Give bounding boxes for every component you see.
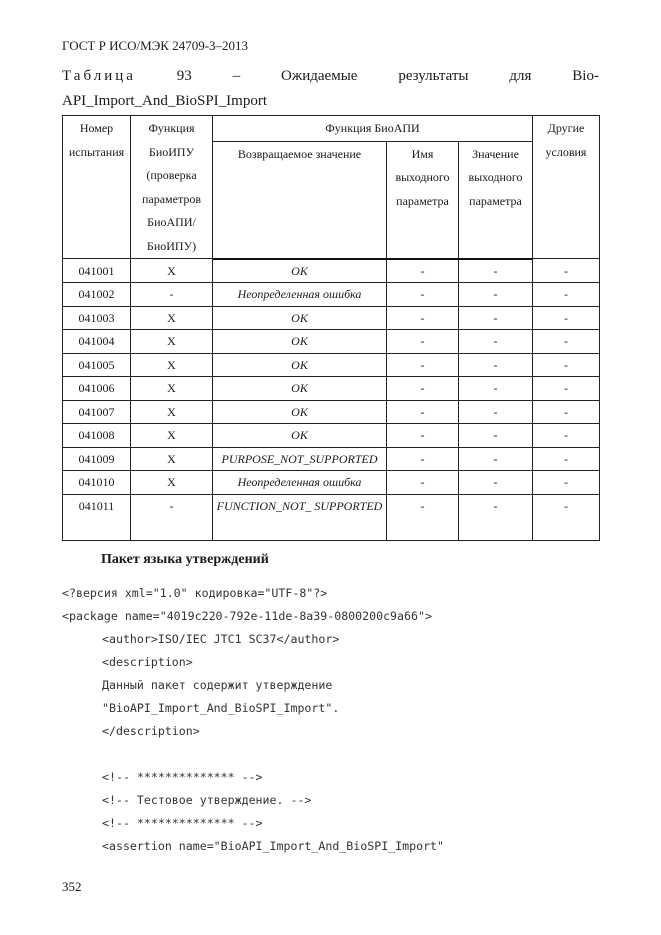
expected-results-table [62,115,600,541]
header-output-param-name: Имя выходного параметра [387,141,459,258]
caption-word-3: для [509,68,532,84]
return-value-cell: Неопределенная ошибка [213,471,387,495]
code-line: <?версия xml="1.0" кодировка="UTF-8"?> [62,586,328,600]
output-param-value-cell: - [459,400,533,424]
table-row [63,330,600,354]
table-row [63,377,600,401]
test-number-cell: 041006 [63,377,131,401]
bioipu-check-cell: X [131,353,213,377]
output-param-name-cell: - [387,471,459,495]
code-line: <!-- ************** --> [102,770,263,784]
return-value-cell: Неопределенная ошибка [213,283,387,307]
return-value-cell: OK [213,353,387,377]
header-bioapi-function-group: Функция БиоАПИ [213,116,533,142]
other-conditions-cell: - [533,306,600,330]
bioipu-check-cell: X [131,306,213,330]
output-param-value-cell: - [459,471,533,495]
output-param-name-cell: - [387,283,459,307]
output-param-name-cell: - [387,377,459,401]
other-conditions-cell: - [533,353,600,377]
code-line: <package name="4019c220-792e-11de-8a39-0800200c9a66"> [62,609,432,623]
other-conditions-cell: - [533,259,600,283]
other-conditions-cell: - [533,471,600,495]
section-heading: Пакет языка утверждений [101,552,269,567]
test-number-cell: 041009 [63,447,131,471]
return-value-cell: OK [213,400,387,424]
output-param-name-cell: - [387,259,459,283]
test-number-cell: 041010 [63,471,131,495]
test-number-cell: 041003 [63,306,131,330]
caption-table-number: 93 [176,68,192,84]
header-return-value: Возвращаемое значение [213,141,387,258]
output-param-name-cell: - [387,330,459,354]
bioipu-check-cell: X [131,424,213,448]
bioipu-check-cell: X [131,447,213,471]
test-number-cell: 041005 [63,353,131,377]
output-param-value-cell: - [459,353,533,377]
running-header: ГОСТ Р ИСО/МЭК 24709-3–2013 [62,38,249,53]
output-param-value-cell: - [459,259,533,283]
table-row [63,259,600,283]
caption-table-word: Таблица [62,68,136,84]
test-number-cell: 041001 [63,259,131,283]
code-line: Данный пакет содержит утверждение [102,678,333,692]
bioipu-check-cell: - [131,494,213,540]
output-param-value-cell: - [459,494,533,540]
bioipu-check-cell: - [131,283,213,307]
table-row [63,400,600,424]
other-conditions-cell: - [533,377,600,401]
test-number-cell: 041011 [63,494,131,540]
output-param-value-cell: - [459,306,533,330]
output-param-name-cell: - [387,494,459,540]
caption-function-name: API_Import_And_BioSPI_Import [62,93,268,109]
other-conditions-cell: - [533,330,600,354]
table-row [63,447,600,471]
test-number-cell: 041004 [63,330,131,354]
caption-word-2: результаты [398,68,469,84]
table-row [63,424,600,448]
code-line: <author>ISO/IEC JTC1 SC37</author> [102,632,340,646]
bioipu-check-cell: X [131,400,213,424]
code-listing [62,582,444,858]
return-value-cell: OK [213,424,387,448]
code-line: "BioAPI_Import_And_BioSPI_Import". [102,701,340,715]
bioipu-check-cell: X [131,471,213,495]
test-number-cell: 041007 [63,400,131,424]
bioipu-check-cell: X [131,259,213,283]
code-line: <!-- ************** --> [102,816,263,830]
table-row [63,494,600,540]
output-param-value-cell: - [459,330,533,354]
output-param-value-cell: - [459,377,533,401]
return-value-cell: OK [213,377,387,401]
output-param-value-cell: - [459,424,533,448]
bioipu-check-cell: X [131,377,213,401]
code-line: <description> [102,655,193,669]
other-conditions-cell: - [533,283,600,307]
output-param-name-cell: - [387,353,459,377]
caption-word-1: Ожидаемые [281,68,358,84]
table-row [63,283,600,307]
header-output-param-value: Значение выходного параметра [459,141,533,258]
table-row [63,353,600,377]
code-line: <assertion name="BioAPI_Import_And_BioSPI_Import" [102,839,445,853]
caption-word-4: Bio- [572,68,599,84]
header-other-conditions: Другие условия [533,116,600,259]
table-row [63,306,600,330]
code-line [62,743,444,766]
other-conditions-cell: - [533,400,600,424]
table-caption [62,64,599,114]
output-param-value-cell: - [459,283,533,307]
test-number-cell: 041008 [63,424,131,448]
output-param-name-cell: - [387,306,459,330]
output-param-name-cell: - [387,424,459,448]
code-line: <!-- Тестовое утверждение. --> [102,793,312,807]
return-value-cell: OK [213,306,387,330]
other-conditions-cell: - [533,447,600,471]
output-param-name-cell: - [387,447,459,471]
code-line: </description> [102,724,200,738]
return-value-cell: OK [213,259,387,283]
other-conditions-cell: - [533,424,600,448]
return-value-cell: PURPOSE_NOT_SUPPORTED [213,447,387,471]
caption-dash: – [232,68,241,84]
table-row [63,471,600,495]
header-bioipu-function: Функция БиоИПУ (проверка параметров БиоАПИ/ БиоИПУ) [131,116,213,259]
return-value-cell: OK [213,330,387,354]
output-param-value-cell: - [459,447,533,471]
header-test-number: Номер испытания [63,116,131,259]
output-param-name-cell: - [387,400,459,424]
other-conditions-cell: - [533,494,600,540]
page-number: 352 [62,879,82,894]
return-value-cell: FUNCTION_NOT_ SUPPORTED [213,494,387,540]
bioipu-check-cell: X [131,330,213,354]
test-number-cell: 041002 [63,283,131,307]
